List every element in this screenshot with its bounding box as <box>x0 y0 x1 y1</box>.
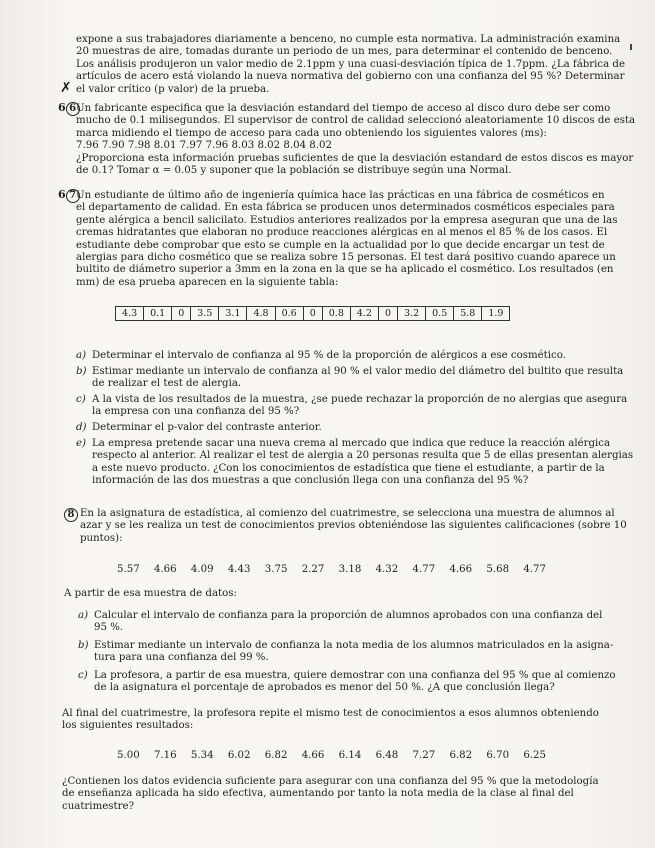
table-cell: 4.8 <box>247 307 275 321</box>
item-label: a) <box>78 610 89 621</box>
q8-item-b <box>78 640 614 665</box>
page-edge-mark <box>630 44 632 50</box>
grade-value: 3.75 <box>264 564 288 575</box>
initial-grades-row <box>117 564 557 576</box>
q6-line: de 0.1? Tomar α = 0.05 y suponer que la población se distribuye según una Normal. <box>76 165 512 177</box>
q7-line: cremas hidratantes que elaboran no produce reacciones alérgicas en al menos el 85 % de los casos. El <box>76 227 608 239</box>
q7-item-a <box>76 350 566 362</box>
q7-line: alergias para dicho cosmético que se realiza sobre 15 personas. El test dará positivo cuando aparece un <box>76 252 616 264</box>
q6-line: mucho de 0.1 milisegundos. El supervisor de control de calidad seleccionó aleatoriamente 10 discos de esta <box>76 115 636 127</box>
item-label: e) <box>76 438 87 449</box>
item-line: Estimar mediante un intervalo de confianza la nota media de los alumnos matriculados en la asigna- <box>94 640 614 651</box>
item-line: La profesora, a partir de esa muestra, quiere demostrar con una confianza del 95 % que al comienzo <box>94 670 616 681</box>
item-line: de la asignatura el porcentaje de aprobados es menor del 50 %. ¿A que conclusión llega? <box>94 682 555 694</box>
grade-value: 4.09 <box>190 564 214 575</box>
grade-value: 6.48 <box>375 750 399 761</box>
item-label: d) <box>76 422 87 433</box>
q8-line: En la asignatura de estadística, al comienzo del cuatrimestre, se selecciona una muestra de alumnos al <box>80 508 615 519</box>
item-line: La empresa pretende sacar una nueva crema al mercado que indica que reduce la reacción alérgica <box>92 438 611 449</box>
q6-line: ¿Proporciona esta información pruebas suficientes de que la desviación estandard de estos discos es mayor <box>76 152 634 164</box>
item-label: c) <box>76 394 86 405</box>
grade-value: 6.25 <box>523 750 546 761</box>
item-label: c) <box>78 670 88 681</box>
table-cell: 0 <box>303 307 322 321</box>
q7-line: gente alérgica a bencil salicilato. Estudios anteriores realizados por la empresa aseguran que una de las <box>76 214 618 226</box>
intro-line: expone a sus trabajadores diariamente a benceno, no cumple esta normativa. La administración examina <box>76 34 621 45</box>
question-7-text <box>76 190 617 289</box>
table-row <box>116 307 510 321</box>
q6-line: marca midiendo el tiempo de acceso para cada uno obteniendo los siguientes valores (ms): <box>76 127 547 139</box>
item-label: a) <box>76 350 87 361</box>
item-line: Determinar el intervalo de confianza al 95 % de la proporción de alérgicos a ese cosmético. <box>92 350 566 361</box>
table-cell: 1.9 <box>482 307 510 321</box>
grade-value: 7.27 <box>412 750 436 761</box>
item-line: de realizar el test de alergia. <box>92 378 242 390</box>
grade-value: 4.77 <box>523 564 546 575</box>
item-label: b) <box>78 640 89 651</box>
final-question-text <box>62 776 599 813</box>
final-question-line: ¿Contienen los datos evidencia suficiente para asegurar con una confianza del 95 % que la metodología <box>62 776 599 787</box>
table-cell: 0.8 <box>322 307 350 321</box>
grade-value: 5.34 <box>190 750 214 761</box>
item-line: respecto al anterior. Al realizar el test de alergia a 20 personas resulta que 5 de ellas presentan alergias <box>92 450 634 462</box>
q7-line: bultito de diámetro superior a 3mm en la zona en la que se ha aplicado el cosmético. Los resultados (en <box>76 264 614 276</box>
grade-value: 5.00 <box>117 750 140 761</box>
q8-item-a <box>78 610 603 635</box>
question-8-text <box>80 508 627 545</box>
question-6-text <box>76 103 635 177</box>
final-question-line: cuatrimestre? <box>62 800 134 812</box>
table-cell: 0 <box>172 307 191 321</box>
grade-value: 6.02 <box>227 750 251 761</box>
q7-item-b <box>76 366 624 391</box>
item-label: b) <box>76 366 87 377</box>
table-cell: 3.2 <box>398 307 426 321</box>
item-line: información de las dos muestras a que conclusión llega con una confianza del 95 %? <box>92 475 529 487</box>
allergy-results-table <box>115 306 510 321</box>
question-6-prefix: 6 <box>58 101 66 114</box>
q7-line: el departamento de calidad. En esta fábrica se producen unos determinados cosméticos especiales para <box>76 202 615 214</box>
table-cell: 0 <box>378 307 397 321</box>
question-7-prefix: 6 <box>58 188 66 201</box>
intro-line: el valor crítico (p valor) de la prueba. <box>76 83 270 95</box>
table-cell: 3.1 <box>219 307 247 321</box>
item-line: la empresa con una confianza del 95 %? <box>92 406 300 418</box>
q7-line: Un estudiante de último año de ingeniería química hace las prácticas en una fábrica de cosméticos en <box>76 190 605 201</box>
grade-value: 5.57 <box>117 564 140 575</box>
handwritten-cross-mark: ✗ <box>60 80 72 96</box>
grade-value: 4.43 <box>227 564 251 575</box>
grade-value: 5.68 <box>486 564 510 575</box>
final-test-text <box>62 708 599 733</box>
item-line: tura para una confianza del 99 %. <box>94 652 269 664</box>
item-line: Calcular el intervalo de confianza para la proporción de alumnos aprobados con una confianza del <box>94 610 603 621</box>
table-cell: 4.3 <box>116 307 144 321</box>
table-cell: 3.5 <box>191 307 219 321</box>
q7-line: estudiante debe comprobar que esto se cumple en la actualidad por lo que decide encargar un test de <box>76 239 605 251</box>
grade-value: 4.32 <box>375 564 399 575</box>
q6-values-line: 7.96 7.90 7.98 8.01 7.97 7.96 8.03 8.02 8.04 8.02 <box>76 140 332 152</box>
grade-value: 3.18 <box>338 564 362 575</box>
grade-value: 6.14 <box>338 750 362 761</box>
item-line: A la vista de los resultados de la muestra, ¿se puede rechazar la proporción de no alergias que asegura <box>92 394 628 405</box>
intro-line: Los análisis produjeron un valor medio de 2.1ppm y una cuasi-desviación típica de 1.7ppm. ¿La fábrica de <box>76 58 625 70</box>
q8-line: puntos): <box>80 532 123 544</box>
grade-value: 6.70 <box>486 750 510 761</box>
intro-line: 20 muestras de aire, tomadas durante un periodo de un mes, para determinar el contenido de benceno. <box>76 46 613 58</box>
grade-value: 7.16 <box>153 750 177 761</box>
question-8-number <box>64 507 78 522</box>
q6-line: Un fabricante especifica que la desviación estandard del tiempo de acceso al disco duro debe ser como <box>76 103 611 114</box>
question-7-circle: 7 <box>66 189 80 203</box>
grade-value: 6.82 <box>449 750 473 761</box>
final-grades-row <box>117 750 557 762</box>
q8-item-c <box>78 670 616 695</box>
from-sample-text: A partir de esa muestra de datos: <box>64 588 237 599</box>
item-line: Estimar mediante un intervalo de confianza al 90 % el valor medio del diámetro del bultito que resulta <box>92 366 624 377</box>
q7-line: mm) de esa prueba aparecen en la siguiente tabla: <box>76 276 339 288</box>
grade-value: 4.66 <box>449 564 473 575</box>
final-question-line: de enseñanza aplicada ha sido efectiva, aumentando por tanto la nota media de la clase al final del <box>62 788 574 800</box>
table-cell: 0.1 <box>144 307 172 321</box>
intro-line: artículos de acero está violando la nueva normativa del gobierno con una confianza del 95 %? Determinar <box>76 71 625 83</box>
table-cell: 5.8 <box>454 307 482 321</box>
grade-value: 6.82 <box>264 750 288 761</box>
grade-value: 4.66 <box>153 564 177 575</box>
q7-item-e <box>76 438 634 488</box>
table-cell: 0.6 <box>275 307 303 321</box>
q7-item-c <box>76 394 628 419</box>
final-line: los siguientes resultados: <box>62 720 194 732</box>
item-line: 95 %. <box>94 622 124 634</box>
intro-paragraph <box>76 34 625 96</box>
grade-value: 2.27 <box>301 564 325 575</box>
table-cell: 0.5 <box>426 307 454 321</box>
item-line: a este nuevo producto. ¿Con los conocimientos de estadística que tiene el estudiante, a partir de la <box>92 462 605 474</box>
grade-value: 4.66 <box>301 750 325 761</box>
question-6-circle: 6 <box>66 102 80 116</box>
q7-item-d <box>76 422 322 434</box>
question-8-circle: 8 <box>64 508 78 522</box>
table-cell: 4.2 <box>350 307 378 321</box>
q8-line: azar y se les realiza un test de conocimientos previos obteniéndose las siguientes calificaciones (sobre 10 <box>80 520 627 532</box>
grade-value: 4.77 <box>412 564 436 575</box>
item-line: Determinar el p-valor del contraste anterior. <box>92 422 322 433</box>
final-line: Al final del cuatrimestre, la profesora repite el mismo test de conocimientos a esos alumnos obteniendo <box>62 708 599 719</box>
